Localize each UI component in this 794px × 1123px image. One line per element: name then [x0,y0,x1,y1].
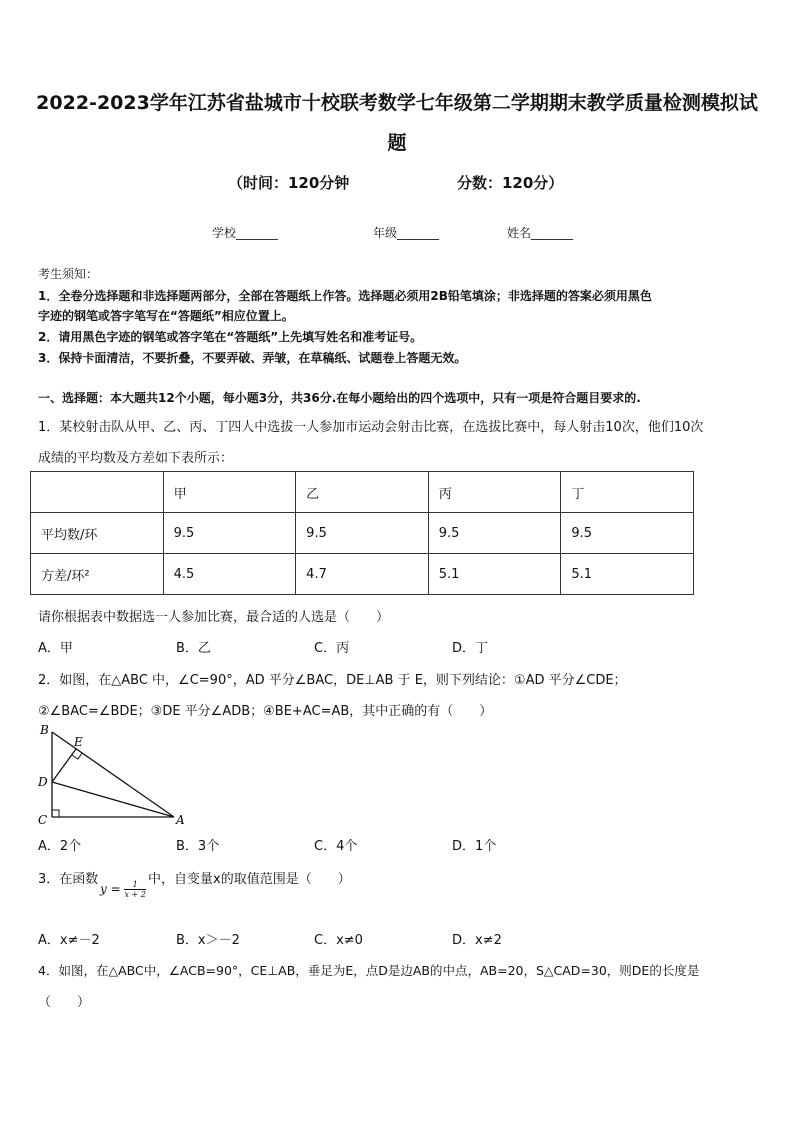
segment-de [52,749,76,782]
name-field[interactable]: 姓名_______ [507,226,574,240]
q1-prompt: 请你根据表中数据选一人参加比赛，最合适的人选是（ ） [38,610,390,625]
table-cell: 乙 [296,472,429,513]
formula-lhs: y = [100,882,121,896]
table-cell: 方差/环² [31,554,164,595]
segment-ad [52,782,174,817]
q3-prefix: 3．在函数 [38,872,99,887]
q1-option-b[interactable]: B．乙 [176,641,211,656]
segment-ab [52,732,174,817]
school-field[interactable]: 学校_______ [212,226,279,240]
table-header-row [31,472,694,513]
q1-table [30,471,694,595]
table-cell: 4.5 [163,554,296,595]
q4-line2: （ ） [38,995,91,1010]
table-cell: 9.5 [163,513,296,554]
triangle-figure [34,722,194,828]
q3-formula [100,880,146,899]
table-row [31,513,694,554]
table-cell: 4.7 [296,554,429,595]
label-a: A [176,813,185,827]
q1-line1: 1．某校射击队从甲、乙、丙、丁四人中选拔一人参加市运动会射击比赛，在选拔比赛中，每人射击10次，他们10次 [38,420,704,435]
table-cell [31,472,164,513]
notice-heading: 考生须知： [38,267,99,281]
q3-option-a[interactable]: A．x≠－2 [38,933,100,948]
q4-line1: 4．如图，在△ABC中，∠ACB=90°，CE⊥AB，垂足为E，点D是边AB的中点，AB=20，S△CAD=30，则DE的长度是 [38,963,700,978]
right-angle-c [52,810,59,817]
q2-option-b[interactable]: B．3个 [176,839,220,854]
table-cell: 9.5 [561,513,694,554]
grade-field[interactable]: 年级_______ [373,226,440,240]
q3-option-b[interactable]: B．x＞－2 [176,933,240,948]
table-cell: 5.1 [428,554,561,595]
table-cell: 5.1 [561,554,694,595]
time-info: （时间：120分钟 [228,174,350,192]
table-cell: 丙 [428,472,561,513]
notice-item-2: 2．请用黑色字迹的钢笔或答字笔在“答题纸”上先填写姓名和准考证号。 [38,330,423,344]
table-cell: 平均数/环 [31,513,164,554]
table-cell: 甲 [163,472,296,513]
notice-item-1: 1．全卷分选择题和非选择题两部分，全部在答题纸上作答。选择题必须用2B铅笔填涂；非选择题的答案必须用黑色 [38,289,652,303]
label-c: C [38,813,48,827]
q3-option-d[interactable]: D．x≠2 [452,933,502,948]
q2-option-d[interactable]: D．1个 [452,839,497,854]
q1-line2: 成绩的平均数及方差如下表所示： [38,451,234,466]
q2-line1: 2．如图，在△ABC 中，∠C=90°，AD 平分∠BAC，DE⊥AB 于 E，则下列结论：①AD 平分∠CDE； [38,673,627,688]
q2-option-c[interactable]: C．4个 [314,839,358,854]
notice-item-1-cont: 字迹的钢笔或答字笔写在“答题纸”相应位置上。 [38,309,294,323]
formula-denominator: x + 2 [124,890,146,899]
q1-option-d[interactable]: D．丁 [452,641,489,656]
table-cell: 丁 [561,472,694,513]
right-angle-e [72,753,82,759]
label-b: B [40,723,49,737]
q3-option-c[interactable]: C．x≠0 [314,933,363,948]
q1-option-a[interactable]: A．甲 [38,641,73,656]
q2-line2: ②∠BAC=∠BDE；③DE 平分∠ADB；④BE+AC=AB，其中正确的有（ ） [38,704,493,719]
label-d: D [38,775,48,789]
exam-title-line1: 2022-2023学年江苏省盐城市十校联考数学七年级第二学期期末教学质量检测模拟试 [36,92,758,114]
table-row [31,554,694,595]
notice-item-3: 3．保持卡面清洁，不要折叠，不要弄破、弄皱，在草稿纸、试题卷上答题无效。 [38,351,467,365]
q1-option-c[interactable]: C．丙 [314,641,350,656]
exam-title-line2: 题 [387,132,407,154]
q3-suffix: 中，自变量x的取值范围是（ ） [148,872,351,887]
score-info: 分数：120分） [457,174,564,192]
formula-numerator: 1 [124,880,145,890]
q2-option-a[interactable]: A．2个 [38,839,82,854]
section1-heading: 一、选择题：本大题共12个小题，每小题3分，共36分.在每小题给出的四个选项中，只有一项是符合题目要求的. [38,391,641,405]
table-cell: 9.5 [296,513,429,554]
label-e: E [74,735,83,749]
table-cell: 9.5 [428,513,561,554]
